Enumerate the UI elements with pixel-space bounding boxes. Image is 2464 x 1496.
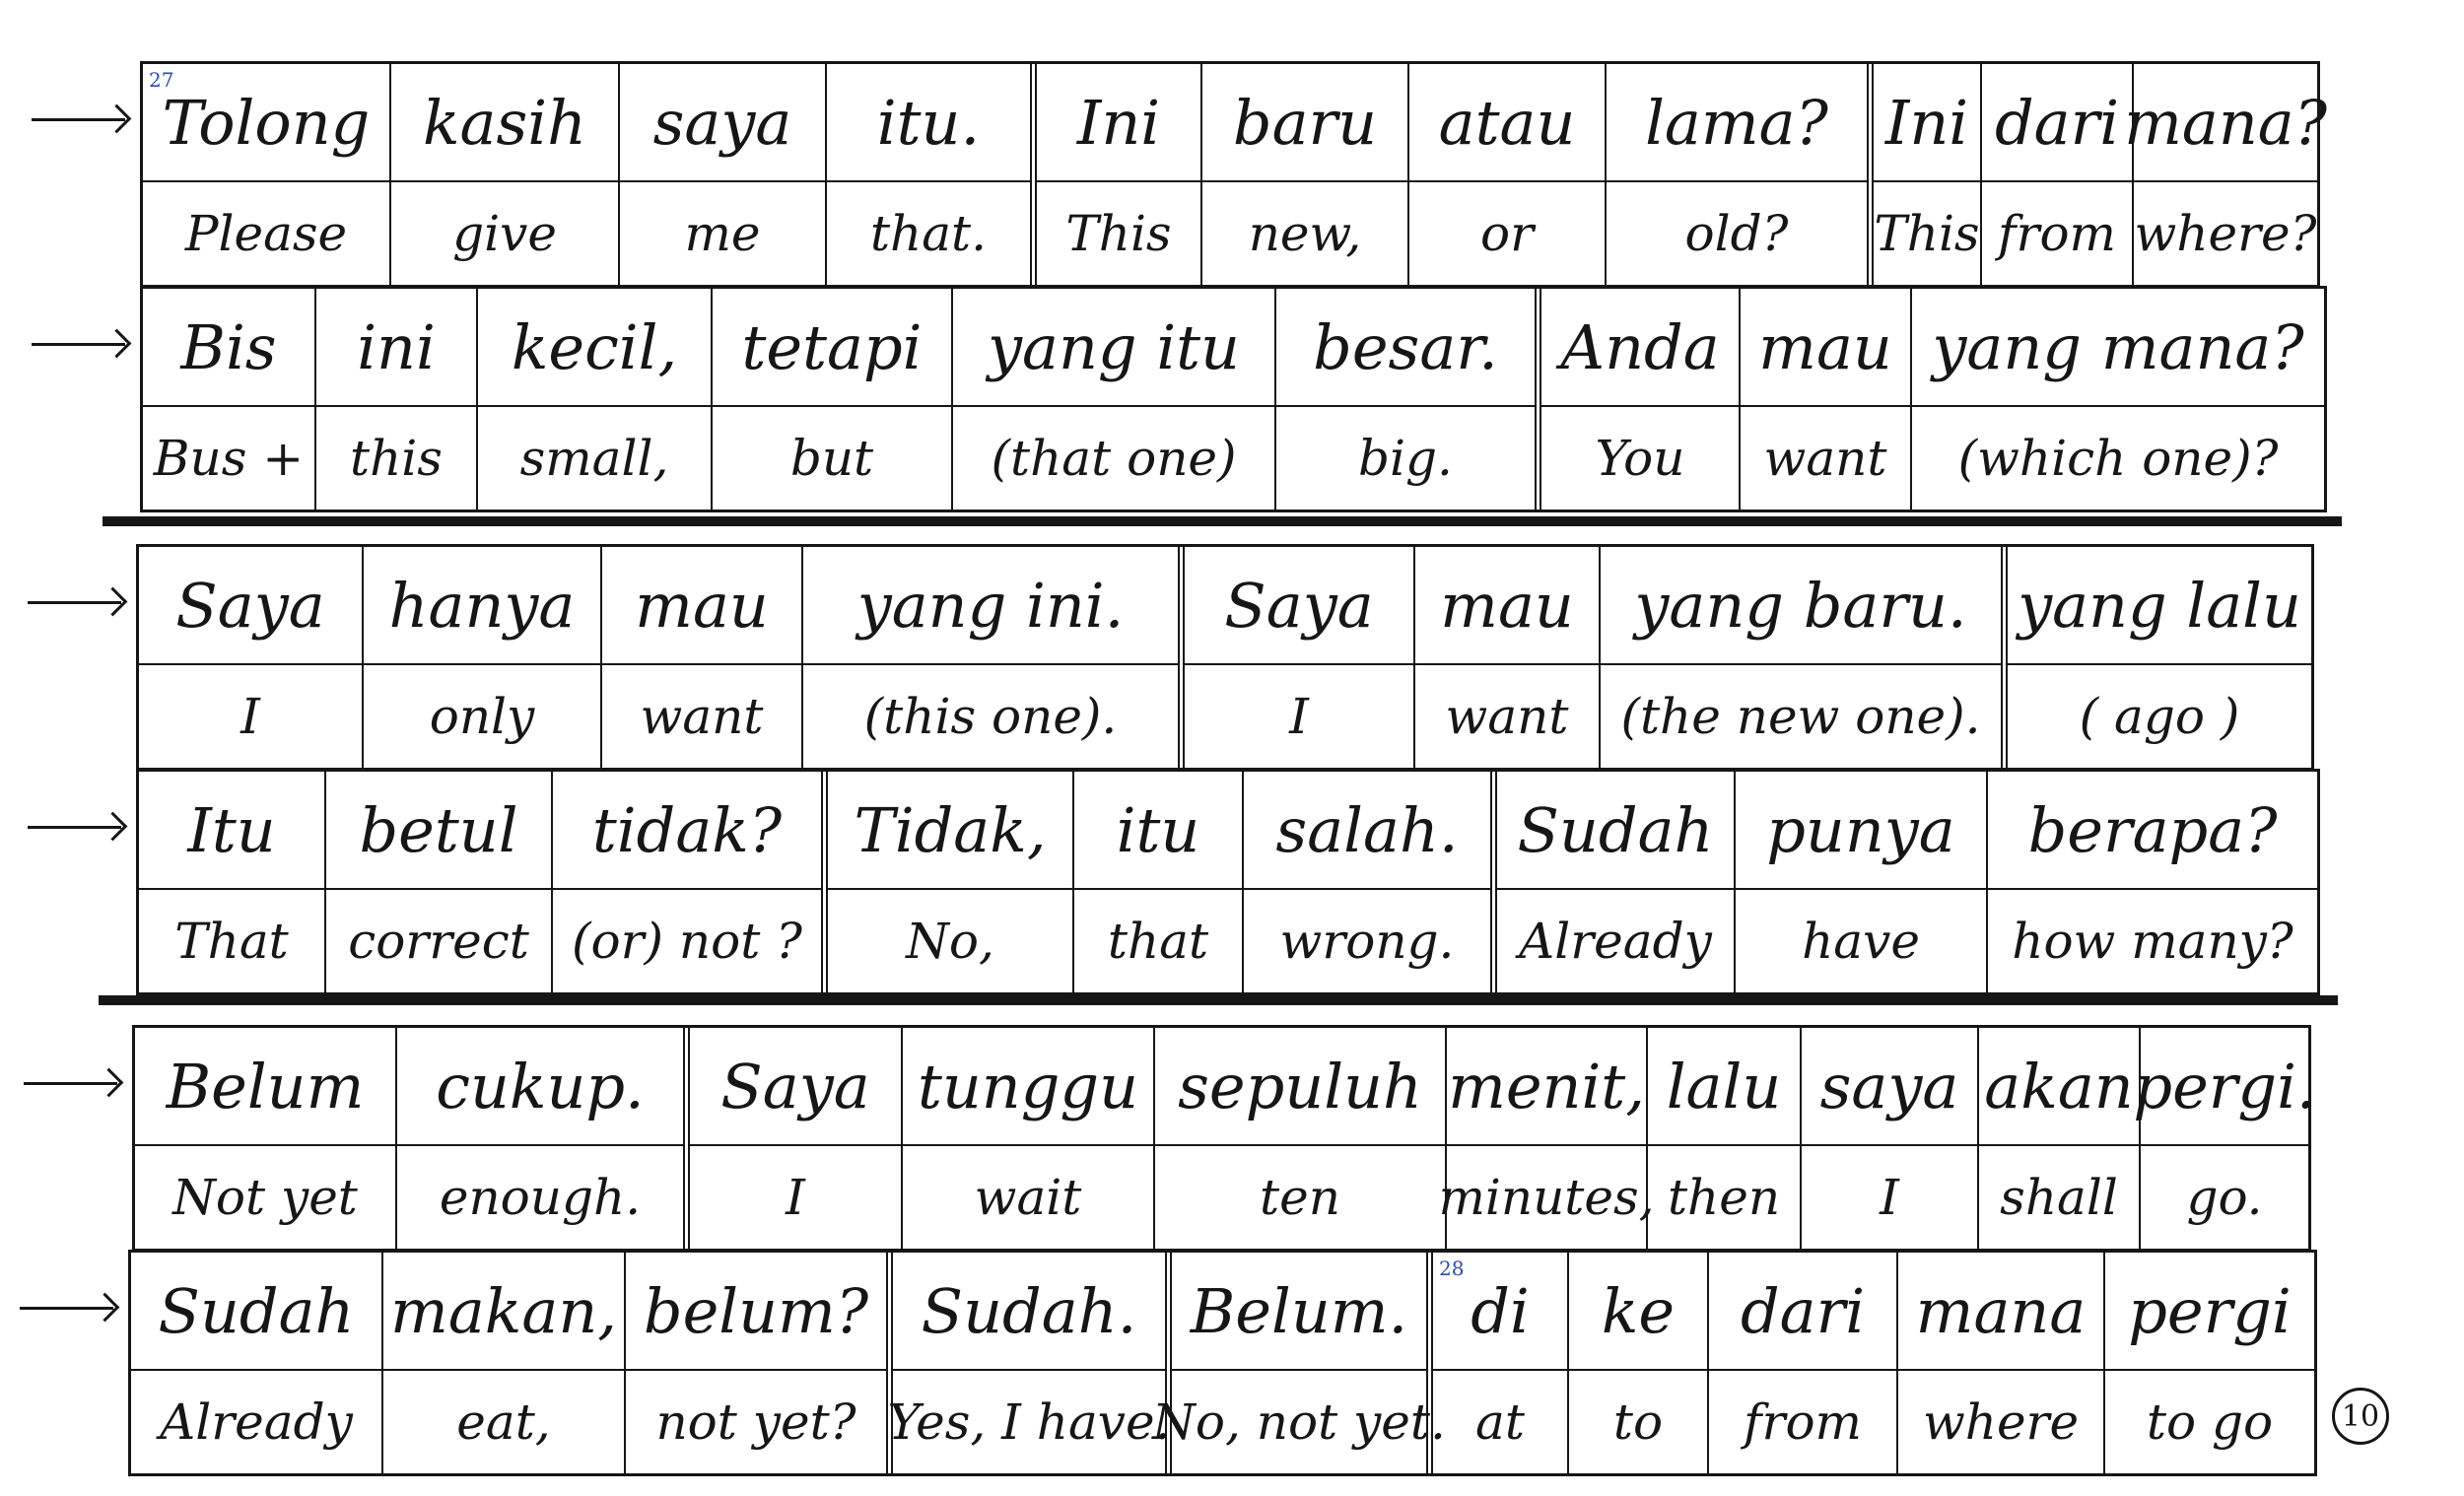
word-pair — [951, 289, 1274, 510]
word-pair — [1438, 1028, 1655, 1249]
page-number: 10 — [2332, 1388, 2389, 1445]
indonesian-word: Itu — [139, 772, 324, 890]
english-gloss: to — [1612, 1394, 1664, 1451]
indonesian-word: menit, — [1447, 1028, 1646, 1146]
row-arrow-icon — [32, 118, 125, 121]
indonesian-word: kecil, — [478, 289, 711, 407]
sentence-segment — [135, 1028, 683, 1249]
english-gloss: This — [1065, 205, 1172, 262]
word-pair — [624, 1253, 886, 1473]
english-gloss: that — [1107, 913, 1209, 970]
sentence-segment — [821, 772, 1490, 992]
indonesian-word: yang baru. — [1601, 547, 2001, 665]
sentence-row-2 — [140, 286, 2327, 512]
row-arrow-icon — [20, 1307, 113, 1310]
word-pair — [135, 1028, 395, 1249]
indonesian-word: yang itu — [953, 289, 1274, 407]
word-pair — [1707, 1253, 1896, 1473]
word-pair — [1977, 1028, 2139, 1249]
word-pair — [324, 772, 551, 992]
word-pair — [1274, 289, 1535, 510]
sentence-segment — [1535, 289, 2324, 510]
sentence-segment — [139, 547, 1178, 768]
word-pair — [1739, 289, 1910, 510]
indonesian-word: mana? — [2134, 64, 2317, 182]
word-pair — [2133, 1028, 2316, 1249]
row-arrow-icon — [28, 826, 121, 829]
word-pair — [1896, 1253, 2103, 1473]
indonesian-word: ini — [316, 289, 476, 407]
english-gloss: but — [789, 430, 874, 487]
word-pair — [618, 64, 825, 285]
english-gloss: have — [1802, 913, 1920, 970]
word-pair — [1541, 289, 1739, 510]
word-pair — [1433, 1253, 1567, 1473]
indonesian-word: Sudah — [131, 1253, 381, 1371]
indonesian-word: Belum — [135, 1028, 395, 1146]
row-arrow-icon — [28, 601, 121, 604]
word-pair — [1605, 64, 1867, 285]
english-gloss: That — [174, 913, 289, 970]
word-pair — [711, 289, 951, 510]
word-pair — [1185, 547, 1413, 768]
english-gloss: I — [1289, 688, 1309, 745]
english-gloss: where — [1922, 1394, 2080, 1451]
word-pair — [476, 289, 711, 510]
english-gloss: wait — [974, 1169, 1082, 1226]
english-gloss: give — [452, 205, 557, 262]
sentence-segment — [2001, 547, 2311, 768]
section-divider — [99, 995, 2338, 1005]
english-gloss: You — [1595, 430, 1685, 487]
english-gloss: old? — [1684, 205, 1789, 262]
sentence-segment — [1426, 1253, 2314, 1473]
indonesian-word: lama? — [1607, 64, 1867, 182]
indonesian-word: baru — [1202, 64, 1407, 182]
indonesian-word: Saya — [690, 1028, 901, 1146]
row-arrow-icon — [24, 1082, 117, 1085]
word-pair — [901, 1028, 1153, 1249]
english-gloss: I — [1880, 1169, 1899, 1226]
indonesian-word: kasih — [391, 64, 618, 182]
lesson-number-note: 27 — [149, 68, 174, 92]
word-pair — [801, 547, 1178, 768]
word-pair — [1072, 772, 1242, 992]
indonesian-word: tidak? — [553, 772, 821, 890]
word-pair — [1734, 772, 1986, 992]
indonesian-word: itu — [1074, 772, 1242, 890]
indonesian-word: belum? — [626, 1253, 886, 1371]
english-gloss: I — [240, 688, 260, 745]
sentence-row-6 — [128, 1250, 2317, 1476]
indonesian-word: saya — [620, 64, 825, 182]
indonesian-word: sepuluh — [1155, 1028, 1445, 1146]
english-gloss: I — [786, 1169, 805, 1226]
word-pair — [143, 289, 314, 510]
lesson-number-note: 28 — [1439, 1257, 1465, 1280]
word-pair — [381, 1253, 624, 1473]
indonesian-word: tunggu — [903, 1028, 1153, 1146]
section-divider — [103, 516, 2342, 526]
english-gloss: how many? — [2012, 913, 2293, 970]
word-pair — [2103, 1253, 2314, 1473]
indonesian-word: makan, — [383, 1253, 624, 1371]
indonesian-word: betul — [326, 772, 551, 890]
word-pair — [1910, 289, 2324, 510]
english-gloss: Please — [184, 205, 348, 262]
english-gloss: go. — [2186, 1169, 2263, 1226]
word-pair — [1567, 1253, 1707, 1473]
english-gloss: only — [429, 688, 535, 745]
sentence-segment — [683, 1028, 2316, 1249]
indonesian-word: saya — [1802, 1028, 1977, 1146]
english-gloss: from — [1998, 205, 2116, 262]
word-pair — [1407, 64, 1605, 285]
english-gloss: want — [1445, 688, 1569, 745]
sentence-row-1 — [140, 61, 2327, 288]
sentence-segment — [131, 1253, 886, 1473]
english-gloss: No, — [906, 913, 994, 970]
indonesian-word: hanya — [364, 547, 600, 665]
english-gloss: want — [640, 688, 764, 745]
word-pair — [690, 1028, 901, 1249]
english-gloss: ( ago ) — [2079, 688, 2240, 745]
word-pair — [887, 1253, 1171, 1473]
english-gloss: Bus + — [153, 430, 305, 487]
word-pair — [314, 289, 476, 510]
indonesian-word: Belum. — [1172, 1253, 1426, 1371]
sentence-row-4 — [136, 769, 2320, 995]
english-gloss: correct — [348, 913, 529, 970]
english-gloss: small, — [519, 430, 669, 487]
indonesian-word: cukup. — [397, 1028, 683, 1146]
word-pair — [1497, 772, 1734, 992]
word-pair — [389, 64, 618, 285]
indonesian-word: mau — [602, 547, 801, 665]
sentence-segment — [1490, 772, 2317, 992]
english-gloss: (the new one). — [1620, 688, 1981, 745]
english-gloss: shall — [2000, 1169, 2118, 1226]
indonesian-word: Saya — [139, 547, 362, 665]
english-gloss: minutes, — [1438, 1169, 1655, 1226]
indonesian-word: Saya — [1185, 547, 1413, 665]
word-pair — [1200, 64, 1407, 285]
word-pair — [1413, 547, 1599, 768]
word-pair — [1986, 772, 2317, 992]
english-gloss: to go — [2146, 1394, 2274, 1451]
english-gloss: or — [1479, 205, 1534, 262]
english-gloss: (this one). — [863, 688, 1118, 745]
word-pair — [2124, 64, 2327, 285]
english-gloss: this — [350, 430, 443, 487]
word-pair — [139, 547, 362, 768]
word-pair — [1980, 64, 2132, 285]
word-pair — [828, 772, 1072, 992]
word-pair — [1646, 1028, 1800, 1249]
english-gloss: Not yet — [172, 1169, 358, 1226]
sentence-segment — [1178, 547, 2001, 768]
sentence-segment — [139, 772, 821, 992]
indonesian-word: tetapi — [713, 289, 951, 407]
sentence-segment — [886, 1253, 1171, 1473]
word-pair — [1152, 1253, 1446, 1473]
indonesian-word: pergi. — [2141, 1028, 2308, 1146]
word-pair — [825, 64, 1030, 285]
word-pair — [1037, 64, 1200, 285]
english-gloss: (that one) — [991, 430, 1237, 487]
english-gloss: ten — [1260, 1169, 1340, 1226]
english-gloss: want — [1763, 430, 1887, 487]
word-pair — [1599, 547, 2001, 768]
word-pair — [395, 1028, 683, 1249]
english-gloss: Already — [160, 1394, 353, 1451]
indonesian-word: yang mana? — [1912, 289, 2324, 407]
sentence-segment — [1152, 1253, 1446, 1473]
word-pair — [131, 1253, 381, 1473]
sentence-row-5 — [132, 1025, 2316, 1252]
english-gloss: big. — [1358, 430, 1453, 487]
word-pair — [1800, 1028, 1977, 1249]
sentence-segment — [143, 289, 1535, 510]
indonesian-word: atau — [1409, 64, 1605, 182]
english-gloss: (or) not ? — [571, 913, 802, 970]
english-gloss: Already — [1519, 913, 1712, 970]
indonesian-word: berapa? — [1988, 772, 2317, 890]
sentence-segment — [1030, 64, 1867, 285]
indonesian-word: di — [1433, 1253, 1567, 1371]
indonesian-word: punya — [1736, 772, 1986, 890]
english-gloss: (which one)? — [1957, 430, 2279, 487]
indonesian-word: lalu — [1648, 1028, 1800, 1146]
indonesian-word: itu. — [827, 64, 1030, 182]
indonesian-word: yang ini. — [803, 547, 1178, 665]
english-gloss: that. — [869, 205, 988, 262]
english-gloss: This — [1874, 205, 1980, 262]
english-gloss: then — [1667, 1169, 1781, 1226]
row-arrow-icon — [32, 343, 125, 346]
sentence-row-3 — [136, 544, 2314, 771]
word-pair — [2008, 547, 2311, 768]
english-gloss: new, — [1248, 205, 1362, 262]
english-gloss: No, not yet. — [1152, 1394, 1446, 1451]
indonesian-word: salah. — [1244, 772, 1490, 890]
indonesian-word: mau — [1415, 547, 1599, 665]
english-gloss: where? — [2134, 205, 2317, 262]
sentence-segment — [1867, 64, 2327, 285]
indonesian-word: Ini — [1874, 64, 1980, 182]
english-gloss: from — [1744, 1394, 1862, 1451]
indonesian-word: besar. — [1276, 289, 1535, 407]
english-gloss: not yet? — [655, 1394, 856, 1451]
word-pair — [600, 547, 801, 768]
word-pair — [1874, 64, 1980, 285]
english-gloss: Yes, I have. — [887, 1394, 1171, 1451]
word-pair — [1153, 1028, 1445, 1249]
sentence-segment — [143, 64, 1030, 285]
word-pair — [1242, 772, 1490, 992]
english-gloss: eat, — [456, 1394, 551, 1451]
indonesian-word: akan — [1979, 1028, 2139, 1146]
indonesian-word: Sudah — [1497, 772, 1734, 890]
word-pair — [143, 64, 389, 285]
indonesian-word: dari — [1982, 64, 2132, 182]
indonesian-word: pergi — [2105, 1253, 2314, 1371]
indonesian-word: mau — [1741, 289, 1910, 407]
indonesian-word: yang lalu — [2008, 547, 2311, 665]
indonesian-word: Bis — [143, 289, 314, 407]
indonesian-word: Tolong — [143, 64, 389, 182]
indonesian-word: mana — [1898, 1253, 2103, 1371]
indonesian-word: Tidak, — [828, 772, 1072, 890]
english-gloss: at — [1475, 1394, 1525, 1451]
indonesian-word: Ini — [1037, 64, 1200, 182]
english-gloss: enough. — [439, 1169, 642, 1226]
english-gloss: wrong. — [1279, 913, 1455, 970]
indonesian-word: Sudah. — [893, 1253, 1165, 1371]
indonesian-word: dari — [1709, 1253, 1896, 1371]
indonesian-word: ke — [1569, 1253, 1707, 1371]
word-pair — [551, 772, 821, 992]
english-gloss: me — [684, 205, 761, 262]
indonesian-word: Anda — [1541, 289, 1739, 407]
word-pair — [362, 547, 600, 768]
word-pair — [139, 772, 324, 992]
